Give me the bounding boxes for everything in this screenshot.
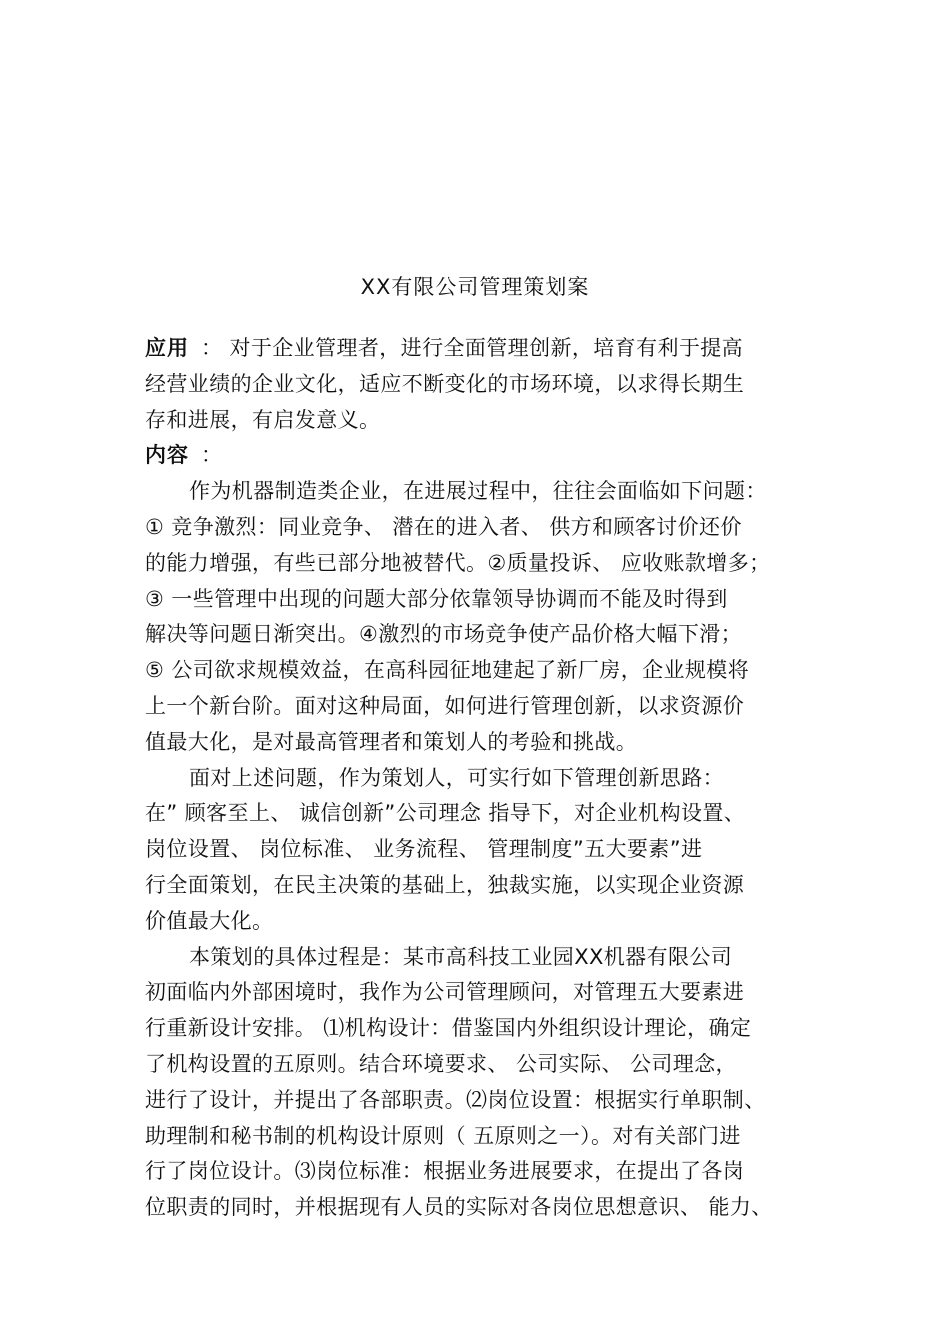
text-line [145,438,835,474]
line-text: 解决等问题日渐突出。④激烈的市场竞争使产品价格大幅下滑； [145,622,743,647]
line-text: 值最大化，是对最高管理者和策划人的考验和挑战。 [145,729,638,754]
line-text: ① 竞争激烈：同业竞争、 潜在的进入者、 供方和顾客讨价还价 [145,514,742,539]
text-line [145,832,835,868]
line-text: ： 对于企业管理者，进行全面管理创新，培育有利于提高 [201,336,744,360]
text-line [145,403,835,439]
line-text: 行重新设计安排。 ⑴机构设计：借鉴国内外组织设计理论，确定 [145,1016,752,1041]
text-line [145,1154,835,1190]
text-line [145,1011,835,1047]
text-line [145,510,835,546]
text-line [145,546,835,582]
line-text: 进行了设计，并提出了各部职责。⑵岗位设置：根据实行单职制、 [145,1087,766,1112]
text-line [145,725,835,761]
line-text: 助理制和秘书制的机构设计原则（ 五原则之一）。对有关部门进 [145,1123,741,1148]
line-text: 面对上述问题，作为策划人，可实行如下管理创新思路： [189,765,724,790]
text-line [145,975,835,1011]
line-text: ③ 一些管理中出现的问题大部分依靠领导协调而不能及时得到 [145,586,728,611]
text-line [145,1047,835,1083]
line-text: 了机构设置的五原则。结合环境要求、 公司实际、 公司理念， [145,1051,737,1076]
document-body [145,331,835,1226]
text-line [145,689,835,725]
text-line [145,582,835,618]
line-text: 在” 顾客至上、 诚信创新”公司理念 指导下，对企业机构设置、 [145,801,746,826]
text-line [145,474,835,510]
line-text: 位职责的同时，并根据现有人员的实际对各岗位思想意识、 能力、 [145,1195,773,1220]
line-text: 的能力增强，有些已部分地被替代。②质量投诉、 应收账款增多； [145,550,771,575]
document-title: XX有限公司管理策划案 [360,275,590,299]
text-line [145,904,835,940]
text-line [145,1190,835,1226]
line-text: 经营业绩的企业文化，适应不断变化的市场环境，以求得长期生 [145,371,745,396]
line-text: 岗位设置、 岗位标准、 业务流程、 管理制度”五大要素”进 [145,837,703,862]
text-line [145,796,835,832]
text-line [145,868,835,904]
line-text: 初面临内外部困境时，我作为公司管理顾问，对管理五大要素进 [145,980,745,1005]
line-text: 作为机器制造类企业，在进展过程中，往往会面临如下问题： [189,479,767,504]
section-heading: 内容 [145,443,189,468]
line-text: 价值最大化。 [145,908,274,933]
line-text: 行了岗位设计。⑶岗位标准：根据业务进展要求，在提出了各岗 [145,1159,745,1184]
text-line [145,761,835,797]
text-line [145,617,835,653]
text-line [145,331,835,367]
section-heading: 应用 [145,336,189,360]
line-text: 存和进展，有启发意义。 [145,407,381,432]
text-line [145,1083,835,1119]
text-line [145,940,835,976]
line-text: ： [201,443,223,468]
line-text: ⑤ 公司欲求规模效益，在高科园征地建起了新厂房，企业规模将 [145,658,750,683]
text-line [145,653,835,689]
line-text: 上一个新台阶。面对这种局面，如何进行管理创新，以求资源价 [145,693,745,718]
text-line [145,1119,835,1155]
text-line [145,367,835,403]
line-text: 行全面策划，在民主决策的基础上，独裁实施，以实现企业资源 [145,872,745,897]
line-text: 本策划的具体过程是：某市高科技工业园XX机器有限公司 [189,944,733,969]
